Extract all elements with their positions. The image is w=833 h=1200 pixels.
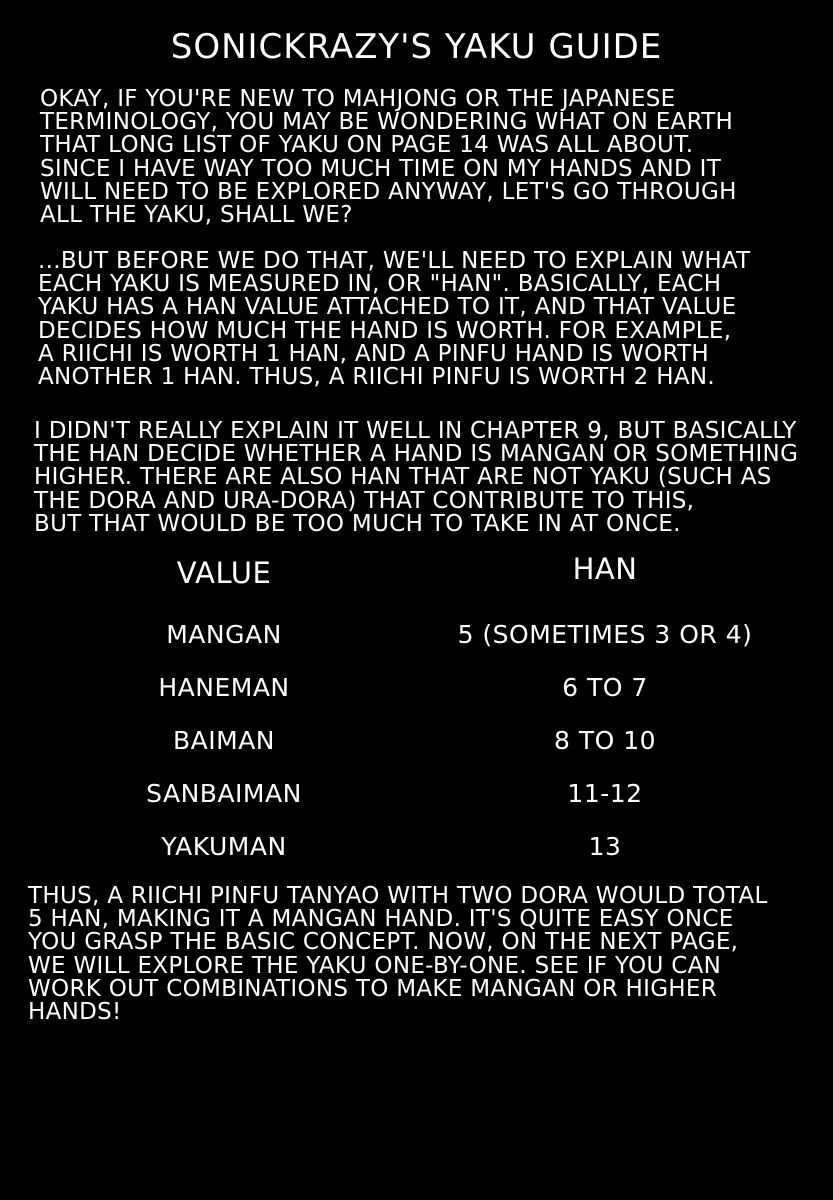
table-row-value: BAIMAN	[173, 726, 275, 755]
table-row-han: 11-12	[567, 779, 643, 808]
table-row-han: 8 TO 10	[553, 726, 657, 755]
table-row-value: MANGAN	[166, 620, 282, 649]
table-row-han: 13	[588, 832, 622, 861]
han-explanation-paragraph: ...BUT BEFORE WE DO THAT, WE'LL NEED TO EXPLAIN WHAT EACH YAKU IS MEASURED IN, OR "HAN". BASICALLY, EACH YAKU HAS A HAN VALUE ATTACHED TO IT, AND THAT VALUE DECIDES HOW MUCH THE HAND IS WORTH. FOR EXAMPLE, A RIICHI IS WORTH 1 HAN, AND A PINFU HAND IS WORTH ANOTHER 1 HAN. THUS, A RIICHI PINFU IS WORTH 2 HAN.	[38, 248, 751, 391]
intro-paragraph: OKAY, IF YOU'RE NEW TO MAHJONG OR THE JAPANESE TERMINOLOGY, YOU MAY BE WONDERING WHAT ON EARTH THAT LONG LIST OF YAKU ON PAGE 14 WAS ALL ABOUT. SINCE I HAVE WAY TOO MUCH TIME ON MY HANDS AND IT WILL NEED TO BE EXPLORED ANYWAY, LET'S GO THROUGH ALL THE YAKU, SHALL WE?	[40, 86, 737, 229]
page-title: SONICKRAZY'S YAKU GUIDE	[170, 27, 663, 67]
table-row-value: SANBAIMAN	[146, 779, 302, 808]
table-row-value: HANEMAN	[158, 673, 290, 702]
table-row-value: YAKUMAN	[161, 832, 287, 861]
conclusion-paragraph: THUS, A RIICHI PINFU TANYAO WITH TWO DORA WOULD TOTAL 5 HAN, MAKING IT A MANGAN HAND. IT'S QUITE EASY ONCE YOU GRASP THE BASIC CONCEPT. NOW, ON THE NEXT PAGE, WE WILL EXPLORE THE YAKU ONE-BY-ONE. SEE IF YOU CAN WORK OUT COMBINATIONS TO MAKE MANGAN OR HIGHER HANDS!	[28, 883, 768, 1026]
table-header-value: VALUE	[176, 556, 272, 590]
table-row-han: 5 (SOMETIMES 3 OR 4)	[457, 620, 753, 649]
table-row-han: 6 TO 7	[562, 673, 648, 702]
table-header-han: HAN	[572, 552, 638, 586]
chapter-note-paragraph: I DIDN'T REALLY EXPLAIN IT WELL IN CHAPTER 9, BUT BASICALLY THE HAN DECIDE WHETHER A HAND IS MANGAN OR SOMETHING HIGHER. THERE ARE ALSO HAN THAT ARE NOT YAKU (SUCH AS THE DORA AND URA-DORA) THAT CONTRIBUTE TO THIS, BUT THAT WOULD BE TOO MUCH TO TAKE IN AT ONCE.	[34, 418, 799, 537]
